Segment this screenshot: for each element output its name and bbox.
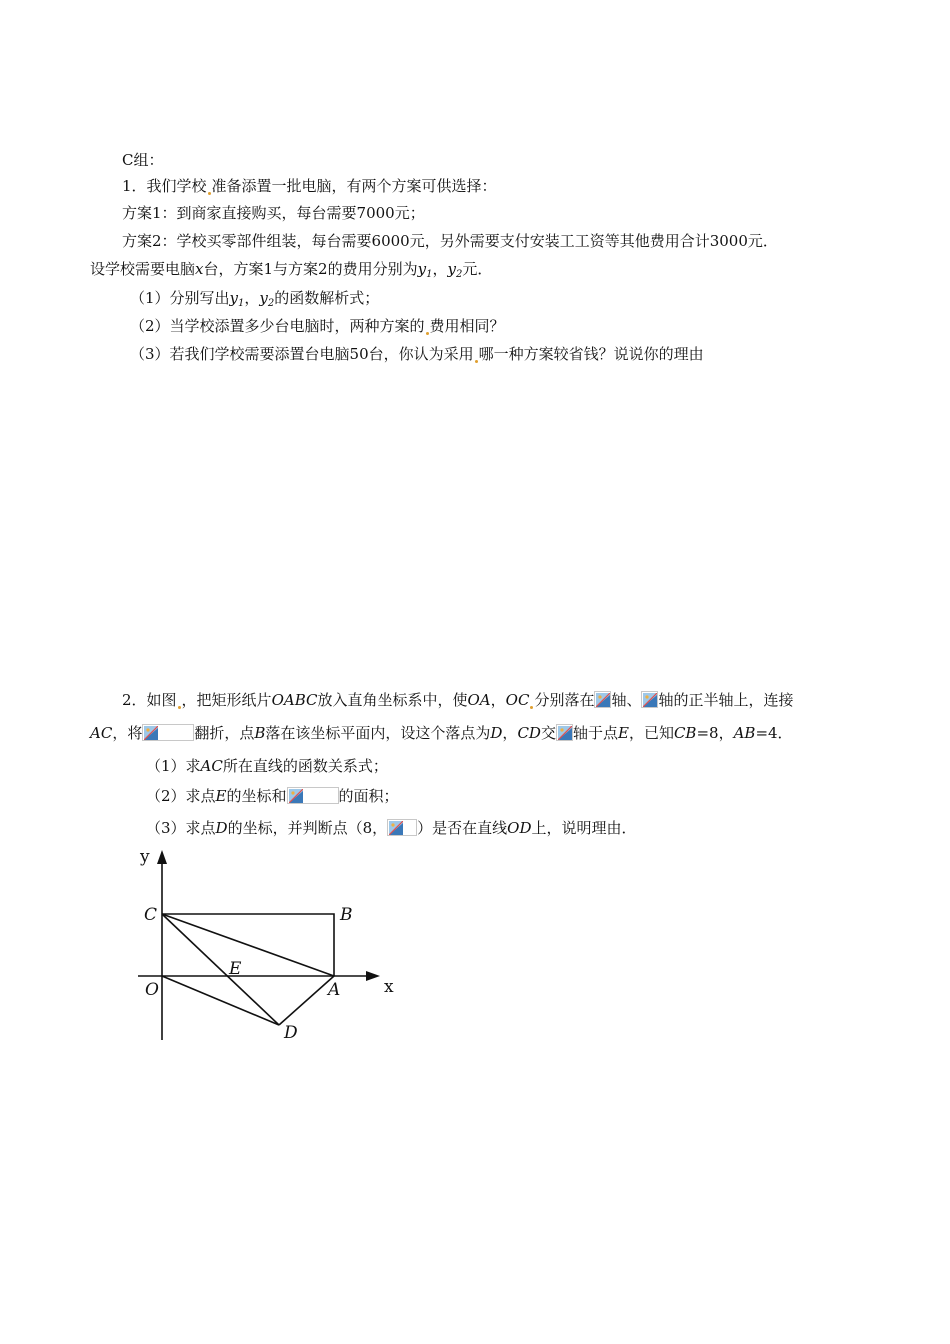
label-D: D — [284, 1023, 298, 1043]
plan2-text: 方案2：学校买零部件组装，每台需要6000元，另外需要支付安装工工资等其他费用合计3000元． — [122, 232, 778, 250]
var-E: E — [617, 724, 629, 742]
problem1-plan2-line2 — [90, 259, 492, 285]
broken-image-icon — [287, 787, 339, 804]
p1q2-a: （2）当学校添置多少台电脑时，两种方案的 — [130, 317, 425, 335]
problem2-line2 — [90, 723, 793, 743]
var-CD: CD — [517, 724, 541, 742]
var-CB: CB — [673, 724, 697, 742]
plan2-line2-b: 台，方案1与方案2的费用分别为 — [203, 260, 418, 278]
mark-dot — [530, 706, 533, 709]
p2q2-c: 的面积； — [338, 787, 399, 805]
problem1-plan1 — [122, 203, 425, 223]
mark-dot — [475, 360, 478, 363]
group-title-text: C组： — [122, 151, 164, 169]
var-y1: y — [229, 289, 239, 307]
label-O: O — [145, 980, 159, 1000]
var-oabc: OABC — [271, 691, 318, 709]
label-E: E — [229, 959, 242, 979]
p1q3-b: 哪一种方案较省钱？说说你的理由 — [478, 345, 704, 363]
segment-ca — [162, 914, 334, 976]
label-A: A — [328, 980, 341, 1000]
p2l2-g: ，已知 — [628, 724, 674, 742]
p1q2-b: 费用相同？ — [429, 317, 505, 335]
p2l2-f: 轴于点 — [572, 724, 618, 742]
var-y1-sub: 1 — [426, 269, 433, 280]
p2l1-d: ， — [490, 691, 506, 709]
var-OD: OD — [507, 819, 532, 837]
plan2-line2-a: 设学校需要电脑 — [90, 260, 196, 278]
broken-image-icon — [594, 691, 611, 708]
problem1-intro-b: 准备添置一批电脑，有两个方案可供选择： — [211, 177, 497, 195]
var-y2-sub: 2 — [267, 298, 275, 309]
p2l1-e: 分别落在 — [534, 691, 595, 709]
var-oc: OC — [505, 691, 530, 709]
label-B: B — [340, 905, 353, 925]
var-ac: AC — [200, 757, 223, 775]
var-y2-sub: 2 — [455, 269, 463, 280]
geometry-figure — [128, 842, 408, 1047]
comma: ， — [432, 260, 448, 278]
p2q3-a: （3）求点 — [146, 819, 216, 837]
p2q3-c: ）是否在直线 — [417, 819, 508, 837]
p1q3-a: （3）若我们学校需要添置台电脑50台，你认为采用 — [130, 345, 474, 363]
p2l1-g: 轴的正半轴上，连接 — [658, 691, 794, 709]
problem1-q3 — [130, 344, 704, 364]
var-D: D — [490, 724, 503, 742]
comma: ， — [244, 289, 260, 307]
var-E: E — [215, 787, 227, 805]
problem1-intro — [122, 176, 497, 196]
var-y2: y — [259, 289, 268, 307]
p1q1-a: （1）分别写出 — [130, 289, 230, 307]
p2l1-b: ，把矩形纸片 — [181, 691, 272, 709]
problem1-plan2-line1 — [122, 231, 778, 251]
segment-cd — [162, 914, 279, 1025]
var-AB: AB — [733, 724, 756, 742]
group-title — [122, 150, 163, 170]
p2q1-a: （1）求 — [146, 757, 201, 775]
segment-od — [162, 976, 279, 1025]
broken-image-icon — [387, 819, 417, 836]
plan1-text: 方案1：到商家直接购买，每台需要7000元； — [122, 204, 425, 222]
var-ac: AC — [90, 724, 113, 742]
label-x: x — [384, 977, 394, 997]
broken-image-icon — [641, 691, 658, 708]
p2q3-b: 的坐标，并判断点（8， — [227, 819, 388, 837]
x-axis-arrow — [366, 971, 380, 981]
var-oa: OA — [467, 691, 491, 709]
var-y1: y — [417, 260, 427, 278]
segment-ad — [279, 976, 334, 1025]
var-y2: y — [447, 260, 456, 278]
var-B: B — [254, 724, 266, 742]
p2q1-b: 所在直线的函数关系式； — [222, 757, 388, 775]
problem1-q1 — [130, 288, 379, 314]
p2q2-a: （2）求点 — [146, 787, 216, 805]
plan2-line2-c: 元． — [462, 260, 493, 278]
p2l2-e: 交 — [540, 724, 556, 742]
problem2-q1 — [146, 756, 388, 776]
p1q1-b: 的函数解析式； — [274, 289, 380, 307]
problem1-intro-a: 1．我们学校 — [122, 177, 207, 195]
problem1-q2 — [130, 316, 505, 336]
label-y: y — [140, 847, 150, 867]
problem2-line1 — [122, 690, 793, 710]
mark-dot — [208, 192, 211, 195]
label-C: C — [144, 905, 158, 925]
p2l1-f: 轴、 — [611, 691, 642, 709]
mark-dot — [426, 332, 429, 335]
p2l2-a: ，将 — [112, 724, 143, 742]
p2l1-a: 2．如图 — [122, 691, 177, 709]
p2l2-d: ， — [502, 724, 518, 742]
p2q3-d: 上，说明理由． — [531, 819, 637, 837]
p2l2-h: =8， — [696, 724, 734, 742]
problem2-q2 — [146, 786, 399, 806]
problem2-q3 — [146, 818, 636, 838]
var-D: D — [215, 819, 228, 837]
p2l2-i: =4． — [755, 724, 793, 742]
broken-image-icon — [142, 724, 194, 741]
var-y1-sub: 1 — [238, 298, 245, 309]
p2q2-b: 的坐标和 — [226, 787, 287, 805]
p2l2-c: 落在该坐标平面内，设这个落点为 — [265, 724, 491, 742]
p2l1-c: 放入直角坐标系中，使 — [317, 691, 468, 709]
broken-image-icon — [556, 724, 573, 741]
y-axis-arrow — [157, 850, 167, 864]
p2l2-b: 翻折，点 — [194, 724, 255, 742]
var-x: x — [195, 260, 204, 278]
mark-dot — [178, 706, 181, 709]
